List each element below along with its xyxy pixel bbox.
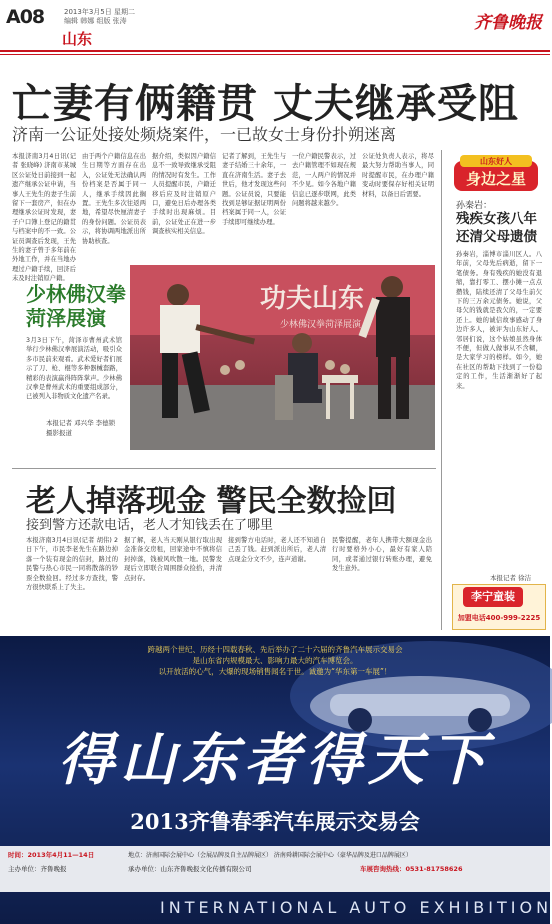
section-title: 山东: [62, 30, 93, 48]
kungfu-headline-line: 少林佛汉拳: [26, 282, 126, 306]
sidebar-headline: [456, 210, 537, 246]
sidebar-person: 孙秦岩：: [456, 201, 493, 211]
kungfu-photo: [130, 265, 435, 450]
lead-column: 记者了解到，王先生与妻子结婚三十余年，一直在济南生活。妻子去世后，他才发现这些问题。公证员说，只要能找到足够证据证明两份档案属于同一人，公证手续即可继续办理。: [222, 153, 286, 226]
sidebar-divider: [441, 150, 442, 630]
sidebar-headline-line: 还清父母遗债: [456, 229, 537, 245]
kungfu-credit: [46, 418, 126, 438]
kungfu-body: 3月3日下午，菏泽市曹州武术馆举行少林佛汉拳展演活动，吸引众多市民前来观看。武术爱好者们展示了刀、枪、棍等多种器械套路，精彩的表演赢得阵阵掌声。少林佛汉拳是曹州武术的重要组成部分，已被列入非物质文化遗产名录。: [26, 337, 122, 401]
ad-footer-en: INTERNATIONAL AUTO EXHIBITION: [160, 898, 552, 917]
money-column: 接到警方电话时，老人还不知道自己丢了钱。赶到派出所后，老人清点现金分文不少，连声道谢。: [228, 537, 326, 563]
ad-brand: 李宁童装: [463, 587, 523, 607]
badge-line1: 山东好人: [480, 157, 512, 166]
lining-kids-ad[interactable]: [452, 584, 546, 630]
kungfu-headline-line: 菏泽展演: [26, 306, 106, 330]
kungfu-photo-image: [130, 265, 435, 450]
ad-intro: [95, 644, 455, 677]
ad-intro-line: 以开放活的心气，大爆的现场销售闻名于世。诚邀为“华东第一车展”！: [158, 667, 392, 676]
lead-column: 本报济南3月4日讯(记者 张晓峰) 济南市某城区公证处日前接到一起遗产继承公证申请，当事人王先生的妻子生前留下一套房产，但在办理继承公证时发现，妻子户口簿上登记的籍贯与档案中的不一致。公证员调查后发现，王先生的妻子曾于多年前在外地工作，并在当地办理过户籍手续，回济后未及时注销原户籍。: [12, 153, 76, 283]
lead-column: 据介绍，类似因户籍信息不一致导致继承受阻的情况时有发生。工作人员提醒市民，户籍迁移后应及时注销原户口，避免日后办理各类手续时出现麻烦。目前，公证处正在进一步调查核实相关信息。: [152, 153, 216, 236]
badge-line2: 身边之星: [465, 170, 527, 188]
ad-intro-line: 是山东省内规模最大、影响力最大的汽车博览会。: [192, 656, 358, 665]
lead-headline: 亡妻有俩籍贯 丈夫继承受阻: [12, 80, 519, 127]
header-divider: [0, 50, 550, 52]
kungfu-credit-line: 摄影报道: [46, 429, 72, 437]
sidebar-body: 孙秦岩，淄博市淄川区人。八年前，父母先后病逝，留下一笔债务。身有残疾的她没有退缩，靠打零工、摆小摊一点点攒钱，陆续还清了父母生前欠下的三万余元债务。她说，父母欠的钱就是我欠的，一定要还上。她的诚信故事感动了身边许多人，被评为山东好人。邻居们说，这个姑娘虽然身体不便，但做人做事从不含糊，是大家学习的榜样。如今，她在社区的帮助下找到了一份稳定的工作，生活渐渐好了起来。: [456, 251, 542, 390]
ad-title: 2013齐鲁春季汽车展示交易会: [130, 809, 420, 834]
money-column: 本报济南3月4日讯(记者 胡伟) 2日下午，市民李老先生在路边掉落一个装有现金的信封，路过的民警与热心市民一同将散落的钞票全数捡回。经过多方查找，警方很快联系上了失主。: [26, 537, 118, 592]
kungfu-credit-line: 本报记者 邓兴华 李德锁: [46, 419, 116, 427]
money-column: 民警提醒，老年人携带大额现金出行时要格外小心，最好有家人陪同，或者通过银行转账办理，避免发生意外。: [332, 537, 432, 573]
ad-slogan: 得山东者得天下: [58, 727, 492, 793]
page-header: [0, 0, 550, 50]
ad-info-bar: [0, 846, 550, 892]
ad-organizer: 主办单位：齐鲁晚报: [8, 865, 67, 873]
issue-date-line: 2013年3月5日 星期二: [64, 8, 135, 16]
ad-venue: 地点：济南国际会展中心（会展品牌及自主品牌展区） 济南舜耕国际会展中心（豪华品牌及进口品牌展区）: [128, 852, 412, 859]
money-subhead: 接到警方还款电话，老人才知钱丢在了哪里: [26, 518, 274, 533]
story-divider: [12, 468, 436, 469]
kungfu-headline: [26, 282, 126, 330]
badge-art: [450, 155, 542, 195]
lead-subhead: 济南一公证处接处频烧案件，一已故女士身份扑朔迷离: [12, 125, 397, 144]
sidebar-credit: 本报记者 徐洁: [490, 574, 532, 582]
sidebar-headline-line: 残疾女孩八年: [456, 211, 537, 227]
money-column: 据了解，老人当天刚从银行取出现金准备交房租，回家途中不慎将信封掉落，钱被风吹散一地。民警发现后立即联合周围群众捡拾，并清点封存。: [124, 537, 222, 582]
photo-banner-sub: 少林佛汉拳菏泽展演: [280, 320, 362, 330]
issue-date: [64, 8, 135, 26]
header-divider-thin: [0, 54, 550, 55]
ad-undertaker: 承办单位：山东齐鲁晚报文化传播有限公司: [128, 865, 252, 873]
ad-intro-line: 跨越两个世纪、历经十四载春秋、先后举办了二十六届的齐鲁汽车展示交易会: [147, 645, 403, 654]
ad-time: 时间：2013年4月11—14日: [8, 851, 95, 859]
money-headline: 老人掉落现金 警民全数捡回: [26, 484, 397, 519]
auto-show-ad[interactable]: [0, 636, 550, 924]
ad-hotline: 车展咨询热线：0531-81758626: [360, 865, 463, 873]
lead-column: 由于两个户籍信息在出生日期等方面存在出入，公证处无法确认两份档案是否属于同一人，继承手续因此搁置。王先生多次往返两地，希望尽快厘清妻子的身份问题。公证员表示，将协调两地派出所协助核查。: [82, 153, 146, 245]
lead-column: 公证处负责人表示，将尽最大努力帮助当事人，同时提醒市民，在办理户籍变动时要保存好相关证明材料，以备日后需要。: [362, 153, 434, 198]
photo-banner-text: 功夫山东: [260, 284, 365, 314]
editor-line: 编辑 韩娜 组版 张涛: [64, 17, 127, 25]
newspaper-logo: 齐鲁晚报: [474, 13, 542, 33]
lead-column: 一位户籍民警表示，过去户籍管理不如现在规范，一人两户的情况并不少见。如今各地户籍信息已逐步联网，此类问题将越来越少。: [292, 153, 356, 208]
ad-hotline: 加盟电话400-999-2225: [457, 614, 541, 622]
shandong-good-person-badge: [450, 155, 542, 195]
page-number: A08: [6, 6, 45, 28]
